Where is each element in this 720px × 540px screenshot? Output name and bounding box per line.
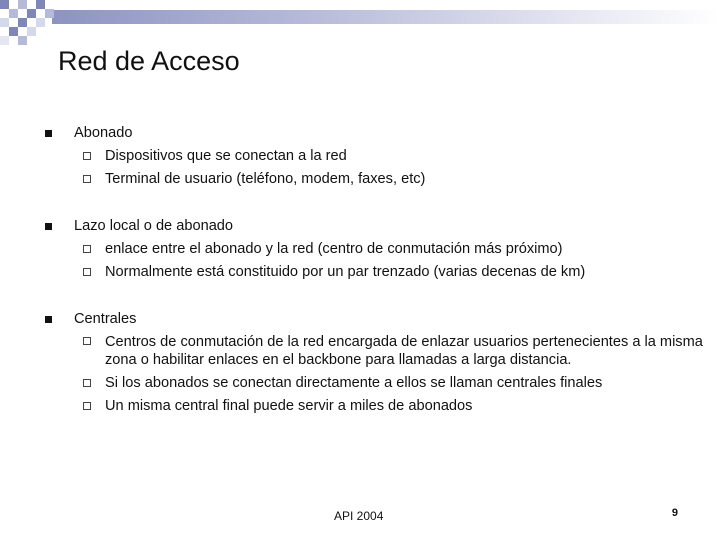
- sub-item: [74, 168, 705, 191]
- hollow-square-bullet-icon: [83, 245, 91, 253]
- sub-item-text: Un misma central final puede servir a miles de abonados: [105, 398, 473, 414]
- bullet-text: Abonado: [74, 125, 133, 141]
- sub-item-text: Terminal de usuario (teléfono, modem, faxes, etc): [105, 171, 426, 187]
- square-bullet-icon: [45, 223, 52, 230]
- hollow-square-bullet-icon: [83, 379, 91, 387]
- sub-item: [74, 238, 705, 261]
- hollow-square-bullet-icon: [83, 152, 91, 160]
- sub-list: [74, 145, 705, 191]
- sub-item-text: Si los abonados se conectan directamente a ellos se llaman centrales finales: [105, 375, 603, 391]
- sub-list: [74, 331, 705, 418]
- sub-item: [74, 145, 705, 168]
- bullet-text: Lazo local o de abonado: [74, 218, 234, 234]
- page-number: 9: [671, 507, 678, 519]
- slide-title: Red de Acceso: [58, 46, 240, 76]
- sub-item-text: enlace entre el abonado y la red (centro de conmutación más próximo): [105, 241, 563, 257]
- sub-item-text: Normalmente está constituido por un par trenzado (varias decenas de km): [105, 264, 586, 280]
- bullet-centrales: [45, 308, 705, 418]
- hollow-square-bullet-icon: [83, 268, 91, 276]
- sub-item: [74, 331, 705, 372]
- sub-list: [74, 238, 705, 284]
- banner-band: [52, 10, 720, 24]
- bullet-lazo-local: [45, 215, 705, 284]
- sub-item-text: Dispositivos que se conectan a la red: [105, 148, 347, 164]
- hollow-square-bullet-icon: [83, 175, 91, 183]
- header-banner: [0, 0, 720, 48]
- hollow-square-bullet-icon: [83, 337, 91, 345]
- sub-item: [74, 372, 705, 395]
- bullet-text: Centrales: [74, 311, 137, 327]
- banner-checker: [0, 0, 54, 45]
- sub-item: [74, 261, 705, 284]
- hollow-square-bullet-icon: [83, 402, 91, 410]
- bullet-abonado: [45, 122, 705, 191]
- sub-item-text: Centros de conmutación de la red encargada de enlazar usuarios pertenecientes a la misma zona o habilitar enlaces en el backbone para llamadas a larga distancia.: [105, 334, 703, 368]
- slide-footer: API 2004: [334, 509, 384, 523]
- square-bullet-icon: [45, 316, 52, 323]
- square-bullet-icon: [45, 130, 52, 137]
- slide-content: [45, 122, 705, 442]
- sub-item: [74, 395, 705, 418]
